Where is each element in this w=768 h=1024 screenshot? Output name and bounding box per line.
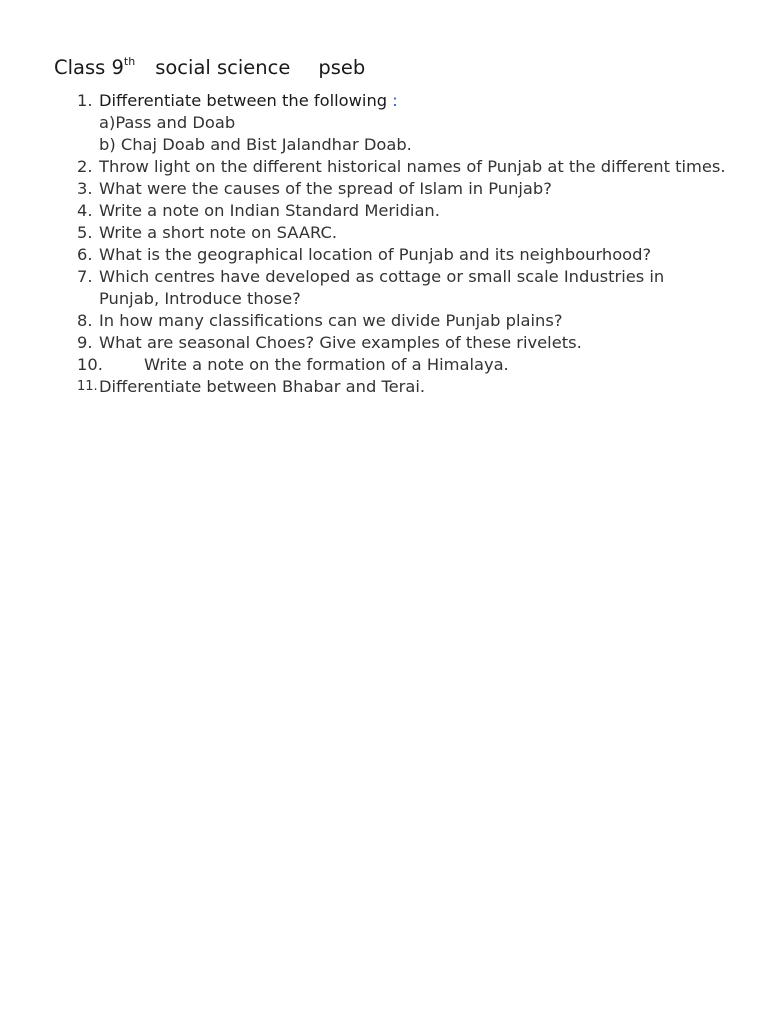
question-text: What were the causes of the spread of Islam in Punjab? xyxy=(99,179,552,198)
question-text: Differentiate between Bhabar and Terai. xyxy=(99,377,426,396)
question-number: 10. xyxy=(77,355,103,374)
question-item-4 xyxy=(0,200,768,222)
question-item-8 xyxy=(0,310,768,332)
question-number: 3. xyxy=(77,179,93,198)
question-number: 4. xyxy=(77,201,93,220)
question-text: Write a note on Indian Standard Meridian. xyxy=(99,201,440,220)
question-text: In how many classifications can we divide Punjab plains? xyxy=(99,311,563,330)
question-item-7 xyxy=(0,266,768,310)
question-text: Which centres have developed as cottage or small scale Industries in Punjab, Introduce those? xyxy=(99,267,665,308)
question-item-6 xyxy=(0,244,768,266)
question-text: What is the geographical location of Punjab and its neighbourhood? xyxy=(99,245,652,264)
question-text: Throw light on the different historical names of Punjab at the different times. xyxy=(99,157,726,176)
question-item-9 xyxy=(0,332,768,354)
board-label: pseb xyxy=(318,56,366,79)
question-number: 9. xyxy=(77,333,93,352)
question-number: 6. xyxy=(77,245,93,264)
question-number: 11. xyxy=(77,379,98,394)
question-text: Write a short note on SAARC. xyxy=(99,223,338,242)
subject-label: social science xyxy=(155,56,291,79)
question-colon: : xyxy=(392,91,398,110)
question-item-2 xyxy=(0,156,768,178)
question-number: 1. xyxy=(77,91,93,110)
question-list xyxy=(0,90,768,398)
question-item-3 xyxy=(0,178,768,200)
question-number: 8. xyxy=(77,311,93,330)
page-title xyxy=(54,55,365,81)
question-text: Write a note on the formation of a Himalaya. xyxy=(144,355,509,374)
question-item-5 xyxy=(0,222,768,244)
sub-question-b: b) Chaj Doab and Bist Jalandhar Doab. xyxy=(99,135,412,154)
class-label: Class 9 xyxy=(54,56,124,79)
question-text: What are seasonal Choes? Give examples of these rivelets. xyxy=(99,333,582,352)
question-number: 5. xyxy=(77,223,93,242)
question-text: Differentiate between the following xyxy=(99,91,388,110)
class-superscript: th xyxy=(123,55,136,68)
sub-question-a: a)Pass and Doab xyxy=(99,113,236,132)
question-item-11 xyxy=(0,376,768,398)
question-number: 7. xyxy=(77,267,93,286)
question-item-10 xyxy=(0,354,768,376)
question-item-1 xyxy=(0,90,768,156)
question-number: 2. xyxy=(77,157,93,176)
